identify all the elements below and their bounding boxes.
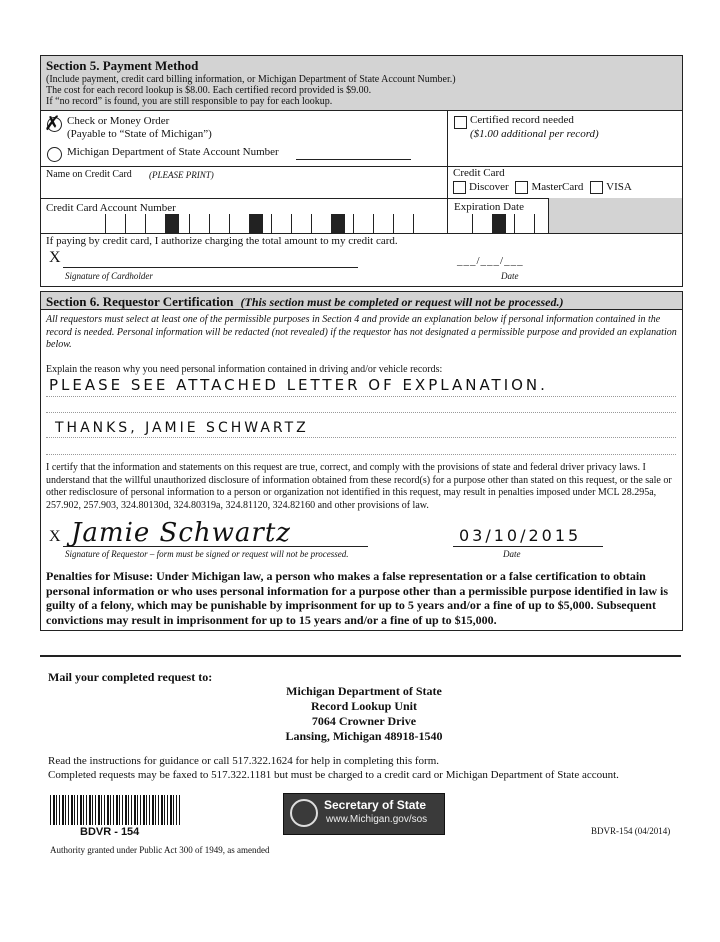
cc-option-discover: Discover <box>469 181 509 194</box>
state-seal-icon <box>290 799 318 827</box>
name-label: Name on Credit Card <box>46 169 132 180</box>
requestor-signature[interactable]: Jamie Schwartz <box>71 518 291 548</box>
discover-checkbox[interactable] <box>453 181 466 194</box>
shaded-cell <box>549 198 682 234</box>
certified-sub: ($1.00 additional per record) <box>470 128 599 140</box>
expiration-cell[interactable] <box>448 198 549 234</box>
mail-heading: Mail your completed request to: <box>48 670 213 684</box>
cardholder-signature-line[interactable] <box>63 267 358 268</box>
certified-cell <box>448 111 682 167</box>
section5-note2: The cost for each record lookup is $8.00. Each certified record provided is $9.00. <box>46 85 372 96</box>
barcode <box>50 795 180 825</box>
requestor-sig-label: Signature of Requestor – form must be signed or request will not be processed. <box>65 549 349 559</box>
cardholder-sig-label: Signature of Cardholder <box>65 271 153 281</box>
requestor-date-value[interactable]: 03/10/2015 <box>459 526 582 545</box>
sos-title: Secretary of State <box>324 798 427 812</box>
cc-option-visa: VISA <box>606 181 632 194</box>
barcode-label: BDVR - 154 <box>80 826 140 838</box>
section6-box <box>40 291 683 631</box>
form-id: BDVR-154 (04/2014) <box>591 826 671 836</box>
cc-options <box>453 181 632 194</box>
requestor-date-line <box>453 546 603 547</box>
certified-label: Certified record needed <box>470 114 574 126</box>
requestor-x-mark: X <box>49 528 61 545</box>
section5-box <box>40 55 683 287</box>
check-mark-icon: ✗ <box>44 111 61 135</box>
cardholder-date-field[interactable]: ___/___/___ <box>457 255 524 267</box>
cardholder-date-label: Date <box>501 271 519 281</box>
section5-note3: If “no record” is found, you are still responsible to pay for each lookup. <box>46 96 333 107</box>
credit-card-label: Credit Card <box>453 167 505 179</box>
section5-header <box>41 56 682 111</box>
account-radio[interactable] <box>47 147 62 162</box>
explanation-line-1[interactable]: PLEASE SEE ATTACHED LETTER OF EXPLANATION. <box>49 376 548 394</box>
account-label: Michigan Department of State Account Number <box>67 146 279 158</box>
name-cell[interactable] <box>41 166 448 199</box>
requestor-signature-line <box>63 546 368 547</box>
check-label: Check or Money Order <box>67 115 170 127</box>
authorize-cell <box>41 233 682 286</box>
section6-header <box>41 292 682 310</box>
name-hint: (PLEASE PRINT) <box>149 170 214 180</box>
expiration-label: Expiration Date <box>454 201 524 213</box>
section5-note1: (Include payment, credit card billing information, or Michigan Department of State Account Number.) <box>46 74 456 85</box>
section6-title-note: (This section must be completed or request will not be processed.) <box>240 295 564 309</box>
acct-number-cell[interactable] <box>41 198 448 234</box>
check-sub: (Payable to “State of Michigan”) <box>67 128 212 140</box>
authorize-text: If paying by credit card, I authorize charging the total amount to my credit card. <box>46 235 398 247</box>
cc-option-mastercard: MasterCard <box>531 181 584 194</box>
acct-number-label: Credit Card Account Number <box>46 202 176 214</box>
requestor-date-label: Date <box>503 549 521 559</box>
x-mark: X <box>49 249 61 266</box>
certified-checkbox[interactable] <box>454 116 467 129</box>
section5-title: Section 5. Payment Method <box>46 58 199 73</box>
explain-label: Explain the reason why you need personal information contained in driving and/or vehicle records: <box>46 364 443 375</box>
sos-url[interactable]: www.Michigan.gov/sos <box>326 814 428 825</box>
mail-address <box>200 684 528 744</box>
payment-choice-cell <box>41 111 448 167</box>
address-line-4: Lansing, Michigan 48918-1540 <box>285 729 443 743</box>
account-number-field[interactable] <box>296 159 411 160</box>
instructions-line-2: Completed requests may be faxed to 517.322.1181 but must be charged to a credit card or Michigan Department of State account. <box>48 769 619 781</box>
address-line-3: 7064 Crowner Drive <box>311 714 417 728</box>
divider <box>40 655 681 657</box>
certify-text: I certify that the information and statements on this request are true, correct, and comply with the provisions of state and federal driver privacy laws. I understand that the willful unauthorized disclosure of information obtained from these record(s) for a purpose other than stated on this request, or the sale or other redisclosure of personal information to a person or organization not identified in this request, may result in penalties imposed under MCL 28.295a, 257.902, 257.903, 324.80130d, 324.80319a, 324.81120, 324.82160 and other provisions of law. <box>46 462 672 511</box>
authority-text: Authority granted under Public Act 300 of 1949, as amended <box>50 845 270 855</box>
sos-logo <box>283 793 445 835</box>
address-line-2: Record Lookup Unit <box>310 699 417 713</box>
address-line-1: Michigan Department of State <box>286 684 442 698</box>
penalties-text: Penalties for Misuse: Under Michigan law, a person who makes a false representation or a false certification to obtain personal information or who uses personal information for a purpose other than a permissible purpose identified in law is guilty of a felony, which may be punishable by imprisonment for up to 5 years and/or a fine of up to $5,000. Subsequent convictions may result in imprisonment for up to 15 years and/or a fine of up to $15,000. <box>46 569 669 627</box>
visa-checkbox[interactable] <box>590 181 603 194</box>
mastercard-checkbox[interactable] <box>515 181 528 194</box>
section6-title: Section 6. Requestor Certification <box>46 294 234 309</box>
instructions-line-1: Read the instructions for guidance or call 517.322.1624 for help in completing this form. <box>48 755 440 767</box>
acct-number-boxes <box>41 214 447 233</box>
explanation-line-2[interactable]: THANKS, JAMIE SCHWARTZ <box>55 420 309 436</box>
credit-card-cell <box>448 166 682 199</box>
section6-intro: All requestors must select at least one of the permissible purposes in Section 4 and provide an explanation below if personal information contained in the record is needed. Personal information will be redacted (not revealed) if the requestor has not designated a permissible purpose and provided an explanation below. <box>46 314 677 350</box>
